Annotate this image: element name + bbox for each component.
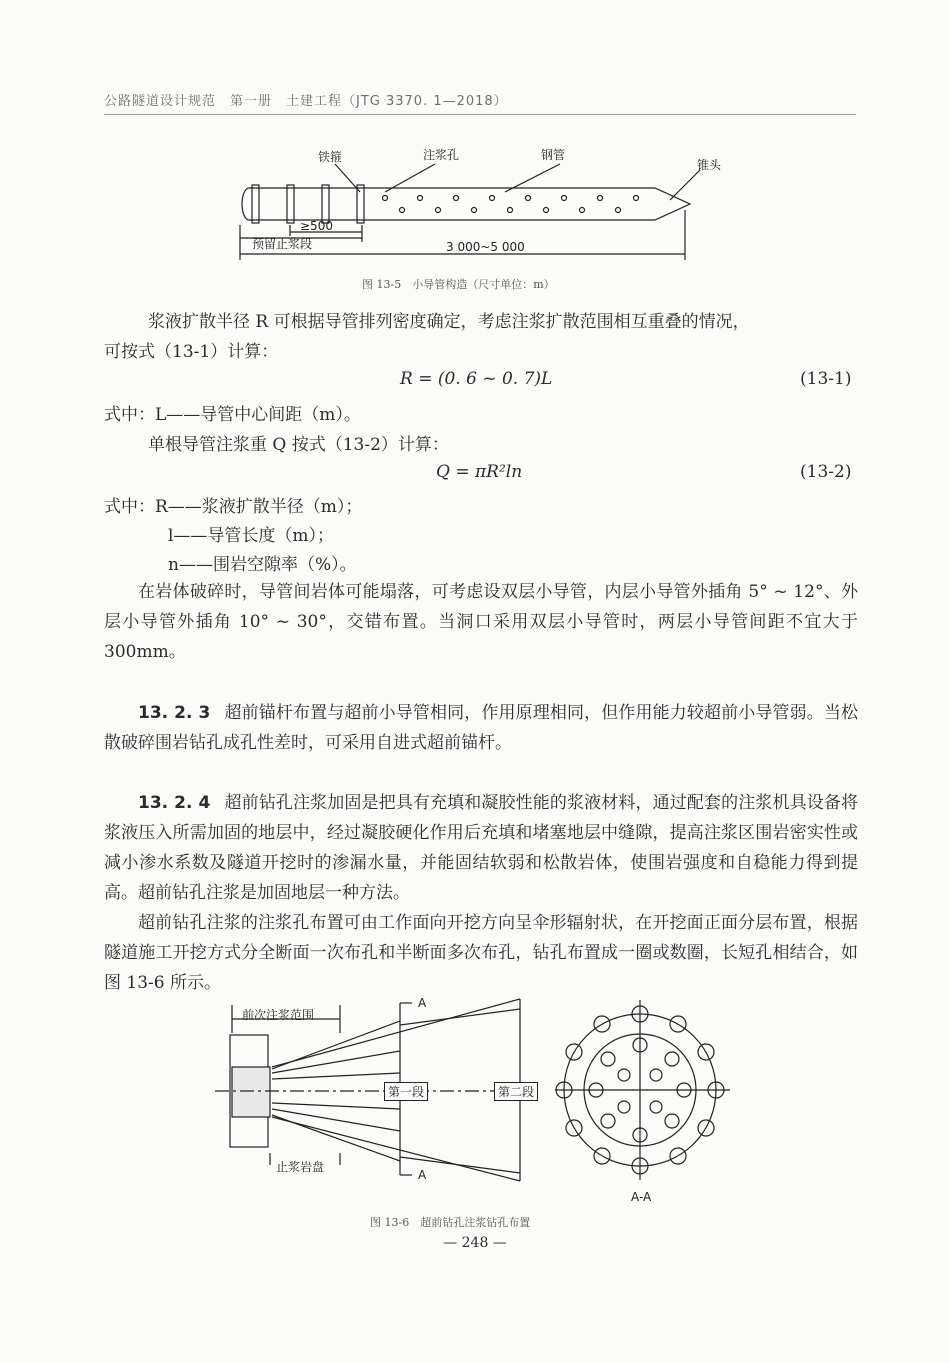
grout-holes xyxy=(383,196,639,213)
label-grout-hole: 注浆孔 xyxy=(423,148,460,162)
label-total-length: 3 000~5 000 xyxy=(446,240,525,254)
label-stage-2: 第二段 xyxy=(494,1082,538,1101)
paragraph-text: 在岩体破碎时，导管间岩体可能塌落，可考虑设双层小导管，内层小导管外插角 5° ~ 12°、外层小导管外插角 10° ~ 30°，交错布置。当洞口采用双层小导管时，两层小导管间距不宜大于 300mm。 xyxy=(104,582,858,662)
label-steel-pipe: 钢管 xyxy=(541,148,566,162)
label-hoop: 铁箍 xyxy=(318,150,343,164)
hoop-ring xyxy=(322,185,329,223)
section-number: 13. 2. 3 xyxy=(138,703,211,723)
section-13-2-3 xyxy=(104,698,858,758)
pipe-body xyxy=(248,188,690,220)
section-number: 13. 2. 4 xyxy=(138,793,211,813)
hoop-ring xyxy=(287,185,294,223)
label-section-a-bottom: A xyxy=(418,1168,427,1182)
label-cone-head: 锥头 xyxy=(697,158,722,172)
section-13-2-4 xyxy=(104,788,858,998)
where-clause: 式中：R——浆液扩散半径（m）； xyxy=(104,497,363,517)
equation-number: (13-2) xyxy=(800,462,852,482)
paragraph-line: 可按式（13-1）计算： xyxy=(104,342,279,362)
running-header: 公路隧道设计规范 第一册 土建工程（JTG 3370. 1—2018） xyxy=(104,94,508,109)
tunnel-face xyxy=(232,1067,270,1117)
equation-number: (13-1) xyxy=(800,369,852,389)
where-clause: 式中：L——导管中心间距（m）。 xyxy=(104,405,361,425)
where-clause: l——导管长度（m）； xyxy=(168,526,335,546)
paragraph-line: 单根导管注浆重 Q 按式（13-2）计算： xyxy=(148,435,449,455)
paragraph-line: 浆液扩散半径 R 可根据导管排列密度确定，考虑注浆扩散范围相互重叠的情况， xyxy=(148,312,750,332)
figure-13-5-caption: 图 13-5 小导管构造（尺寸单位：m） xyxy=(362,278,555,291)
hoop-ring xyxy=(252,185,259,223)
cone-head-leader xyxy=(670,170,700,200)
label-stage-1: 第一段 xyxy=(384,1082,428,1101)
label-reserved-section: 预留止浆段 xyxy=(252,237,313,251)
label-section-a-top: A xyxy=(418,996,427,1010)
label-stop-disc: 止浆岩盘 xyxy=(276,1160,325,1174)
pipe-end xyxy=(242,188,248,220)
where-clause: n——围岩空隙率（%）。 xyxy=(168,555,357,575)
label-section-view: A-A xyxy=(631,1190,652,1204)
figure-13-6-drawing xyxy=(0,995,950,1225)
figure-13-6-caption: 图 13-6 超前钻孔注浆钻孔布置 xyxy=(370,1216,531,1229)
section-text: 超前锚杆布置与超前小导管相同，作用原理相同，但作用能力较超前小导管弱。当松散破碎围岩钻孔成孔性差时，可采用自进式超前锚杆。 xyxy=(104,703,858,753)
section-text: 超前钻孔注浆加固是把具有充填和凝胶性能的浆液材料，通过配套的注浆机具设备将浆液压入所需加固的地层中，经过凝胶硬化作用后充填和堵塞地层中缝隙，提高注浆区围岩密实性或减小渗水系数及隧道开挖时的渗漏水量，并能固结软弱和松散岩体，使围岩强度和自稳能力得到提高。超前钻孔注浆是加固地层一种方法。 xyxy=(104,793,858,903)
paragraph-text: 超前钻孔注浆的注浆孔布置可由工作面向开挖方向呈伞形辐射状，在开挖面正面分层布置，根据隧道施工开挖方式分全断面一次布孔和半断面多次布孔，钻孔布置成一圈或数圈，长短孔相结合，如图 13-6 所示。 xyxy=(104,913,858,993)
label-min-length: ≥500 xyxy=(300,219,333,233)
label-previous-range: 前次注浆范围 xyxy=(242,1008,315,1022)
paragraph-double-pipe xyxy=(104,577,858,667)
equation-13-2: Q = πR²ln xyxy=(436,462,523,482)
equation-13-1: R = (0. 6 ~ 0. 7)L xyxy=(400,369,553,389)
header-rule xyxy=(104,114,856,115)
page-number: — 248 — xyxy=(443,1235,507,1251)
